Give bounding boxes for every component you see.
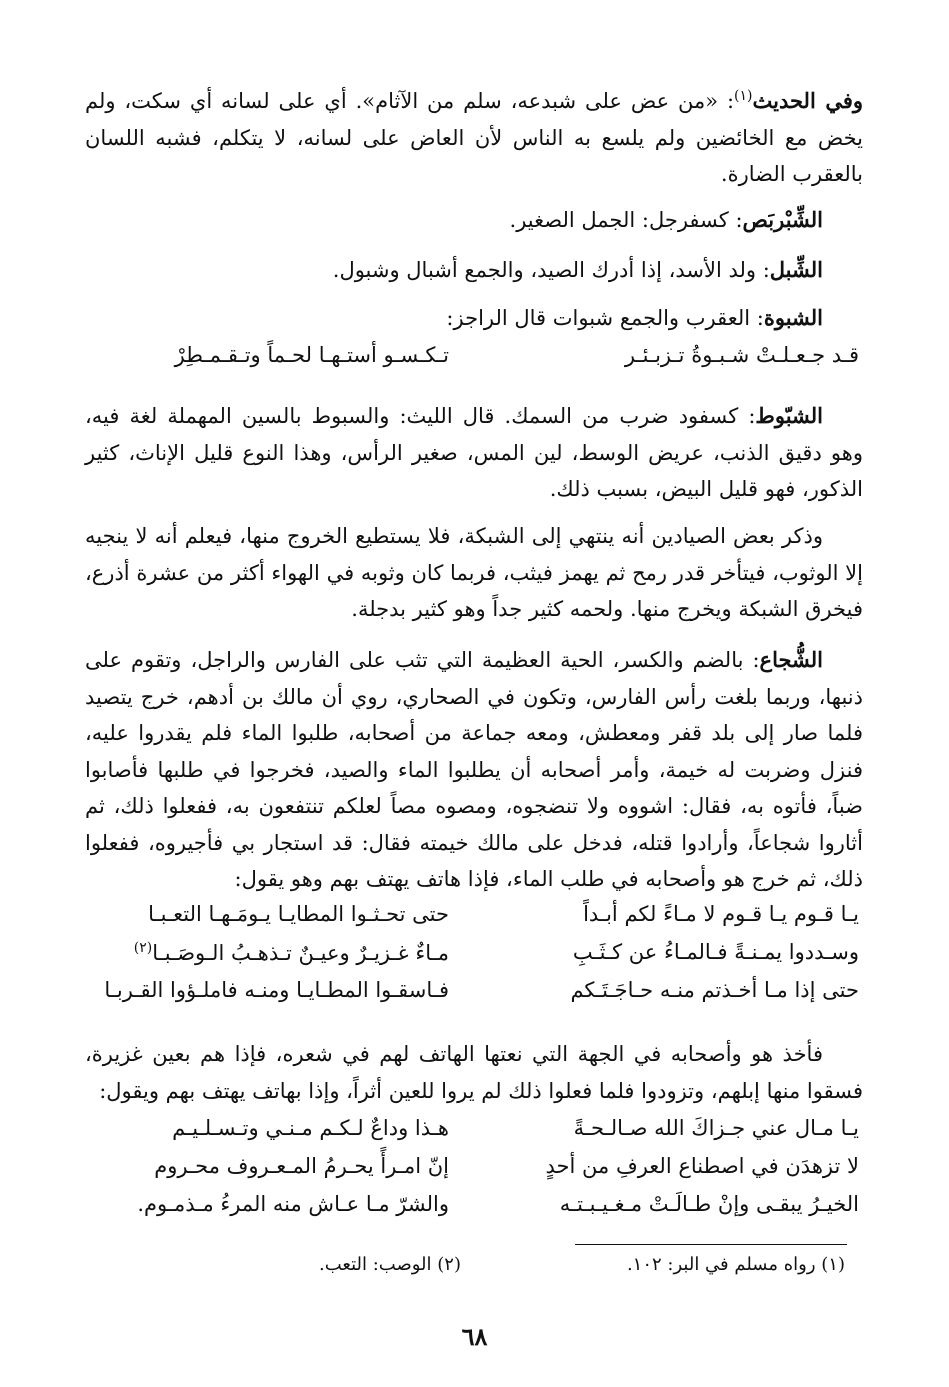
footnote-2: (٢) الوصب: التعب. [319,1254,461,1275]
entry-head: الشِّبل [769,257,823,282]
poem2-line-1 [89,1116,859,1152]
entry-text: : كسفرجل: الجمل الصغير. [509,208,743,232]
hadith-text: : «من عض على شبدعه، سلم من الآثام». أي على لسانه أي سكت، ولم يخض مع الخائضين ولم يلسع به الناس لأن العاض على لسانه، لا يتكلم، فشبه اللسان بالعقرب الضارة. [85,89,863,186]
entry-head: الشُّجاع [759,647,823,672]
verse-second-hemistich [89,940,449,965]
poem1-line-2 [89,940,859,976]
verse-first-hemistich: لا تزهدَن في اصطناع العرفِ من أحدٍ [545,1154,859,1178]
entry-text: : بالضم والكسر، الحية العظيمة التي تثب على الفارس والراجل، وتقوم على ذنبها، وربما بلغت رأس الفارس، وتكون في الصحاري، روي أن مالك بن أدهم، خرج يتصيد فلما صار إلى بلد قفر ومعطش، ومعه جماعة من أصحابه، طلبوا الماء فلم يقدروا عليه، فنزل وضربت له خيمة، وأمر أصحابه أن يطلبوا الماء والصيد، فخرجوا في طلبها فأصابوا ضباً، فأتوه به، فقال: اشووه ولا تنضجوه، ومصوه مصاً لعلكم تنتفعون به، ففعلوا ذلك، ثم أثاروا شجاعاً، وأرادوا قتله، فدخل على مالك خيمته فقال: قد استجار بي فأجيروه، ففعلوا ذلك، ثم خرج هو وأصحابه في طلب الماء، فإذا هاتف يهتف بهم وهو يقول: [85,648,863,891]
entry-text: : ولد الأسد، إذا أدرك الصيد، والجمع أشبال وشبول. [332,258,770,282]
verse-second-hemistich: تـكـسـو أستـهـا لحـماً وتـقـمـطِرْ [174,343,449,367]
entry-shabbut [85,398,863,508]
hemistich-text: مـاءٌ غـزيـرٌ وعيـنٌ تـذهـبُ الـوصَـبـا [152,941,449,965]
verse-second-hemistich: حتى تحـثـوا المطايـا يـومَـهـا التعـبـا [148,902,449,926]
paragraph-spring [85,1036,863,1109]
entry-head: الشبوة [763,305,823,330]
footnote-1: (١) رواه مسلم في البر: ١٠٢. [626,1254,845,1275]
entry-head: الشِّبْربَص [742,207,823,232]
verse-first-hemistich: الخيـرُ يبقـى وإنْ طـالَـتْ مـغـيـبـتـه [559,1192,859,1216]
footnote-marker-2: (٢) [133,940,153,956]
poem1-line-3 [89,978,859,1014]
entry-text: : العقرب والجمع شبوات قال الراجز: [446,306,764,330]
poem2-line-3 [89,1192,859,1228]
verse-second-hemistich: هـذا وداعٌ لـكـم مـنـي وتـسـلـيـم [172,1116,449,1140]
entry-shibrabas [85,202,863,239]
footnote-divider [575,1244,847,1245]
paragraph-text: وذكر بعض الصيادين أنه ينتهي إلى الشبكة، فلا يستطيع الخروج منها، فيعلم أنه لا ينجيه إلا الوثوب، فيتأخر قدر رمح ثم يهمز فيثب، فربما كان وثوبه في الهواء أكثر من عشرة أذرع، فيخرق الشبكة ويخرج منها. ولحمه كثير جداً وهو كثير بدجلة. [85,524,863,621]
paragraph-hadith [85,78,863,193]
verse-second-hemistich: إنّ امـرأً يحـرمُ المـعـروف محـروم [154,1154,449,1178]
verse-second-hemistich: والشرّ مـا عـاش منه المرءُ مـذمـوم. [137,1192,449,1216]
verse-first-hemistich: يـا مـال عني جـزاكَ الله صـالـحـةً [573,1116,859,1140]
page-number: ٦٨ [461,1322,488,1351]
entry-text: : كسفود ضرب من السمك. قال الليث: والسبوط بالسين المهملة لغة فيه، وهو دقيق الذنب، عريض الوسط، لين المس، صغير الرأس، وهذا النوع قليل الإناث، كثير الذكور، فهو قليل البيض، بسبب ذلك. [85,404,863,501]
verse-first-hemistich: قـد جـعـلـتْ شـبـوةُ تـزبـئـر [624,343,859,367]
poem2-line-2 [89,1154,859,1190]
verse-first-hemistich: يـا قـوم يـا قـوم لا مـاءً لكم أبـداً [583,902,859,926]
poem1-line-1 [89,902,859,938]
entry-shibl [85,252,863,289]
verse-first-hemistich: وسـددوا يمـنـةً فـالمـاءُ عن كـثَـبِ [572,940,859,964]
verse-second-hemistich: فـاسقـوا المطـايـا ومنـه فاملـؤوا القـربـا [104,978,449,1002]
footnote-marker-1: (١) [734,88,753,104]
verse-line [89,343,859,379]
paragraph-fishermen [85,518,863,628]
entry-head: الشبّوط [755,403,823,428]
entry-shabwa [85,300,863,337]
entry-shujaa [85,642,863,898]
paragraph-text: فأخذ هو وأصحابه في الجهة التي نعتها الهاتف لهم في شعره، فإذا هم بعين غزيرة، فسقوا منها إبلهم، وتزودوا فلما فعلوا ذلك لم يروا للعين أثراً، وإذا بهاتف يهتف بهم ويقول: [85,1042,863,1103]
hadith-lead: وفي الحديث [752,88,863,113]
verse-first-hemistich: حتى إذا مـا أخـذتم منـه حـاجَـتَـكم [570,978,859,1002]
